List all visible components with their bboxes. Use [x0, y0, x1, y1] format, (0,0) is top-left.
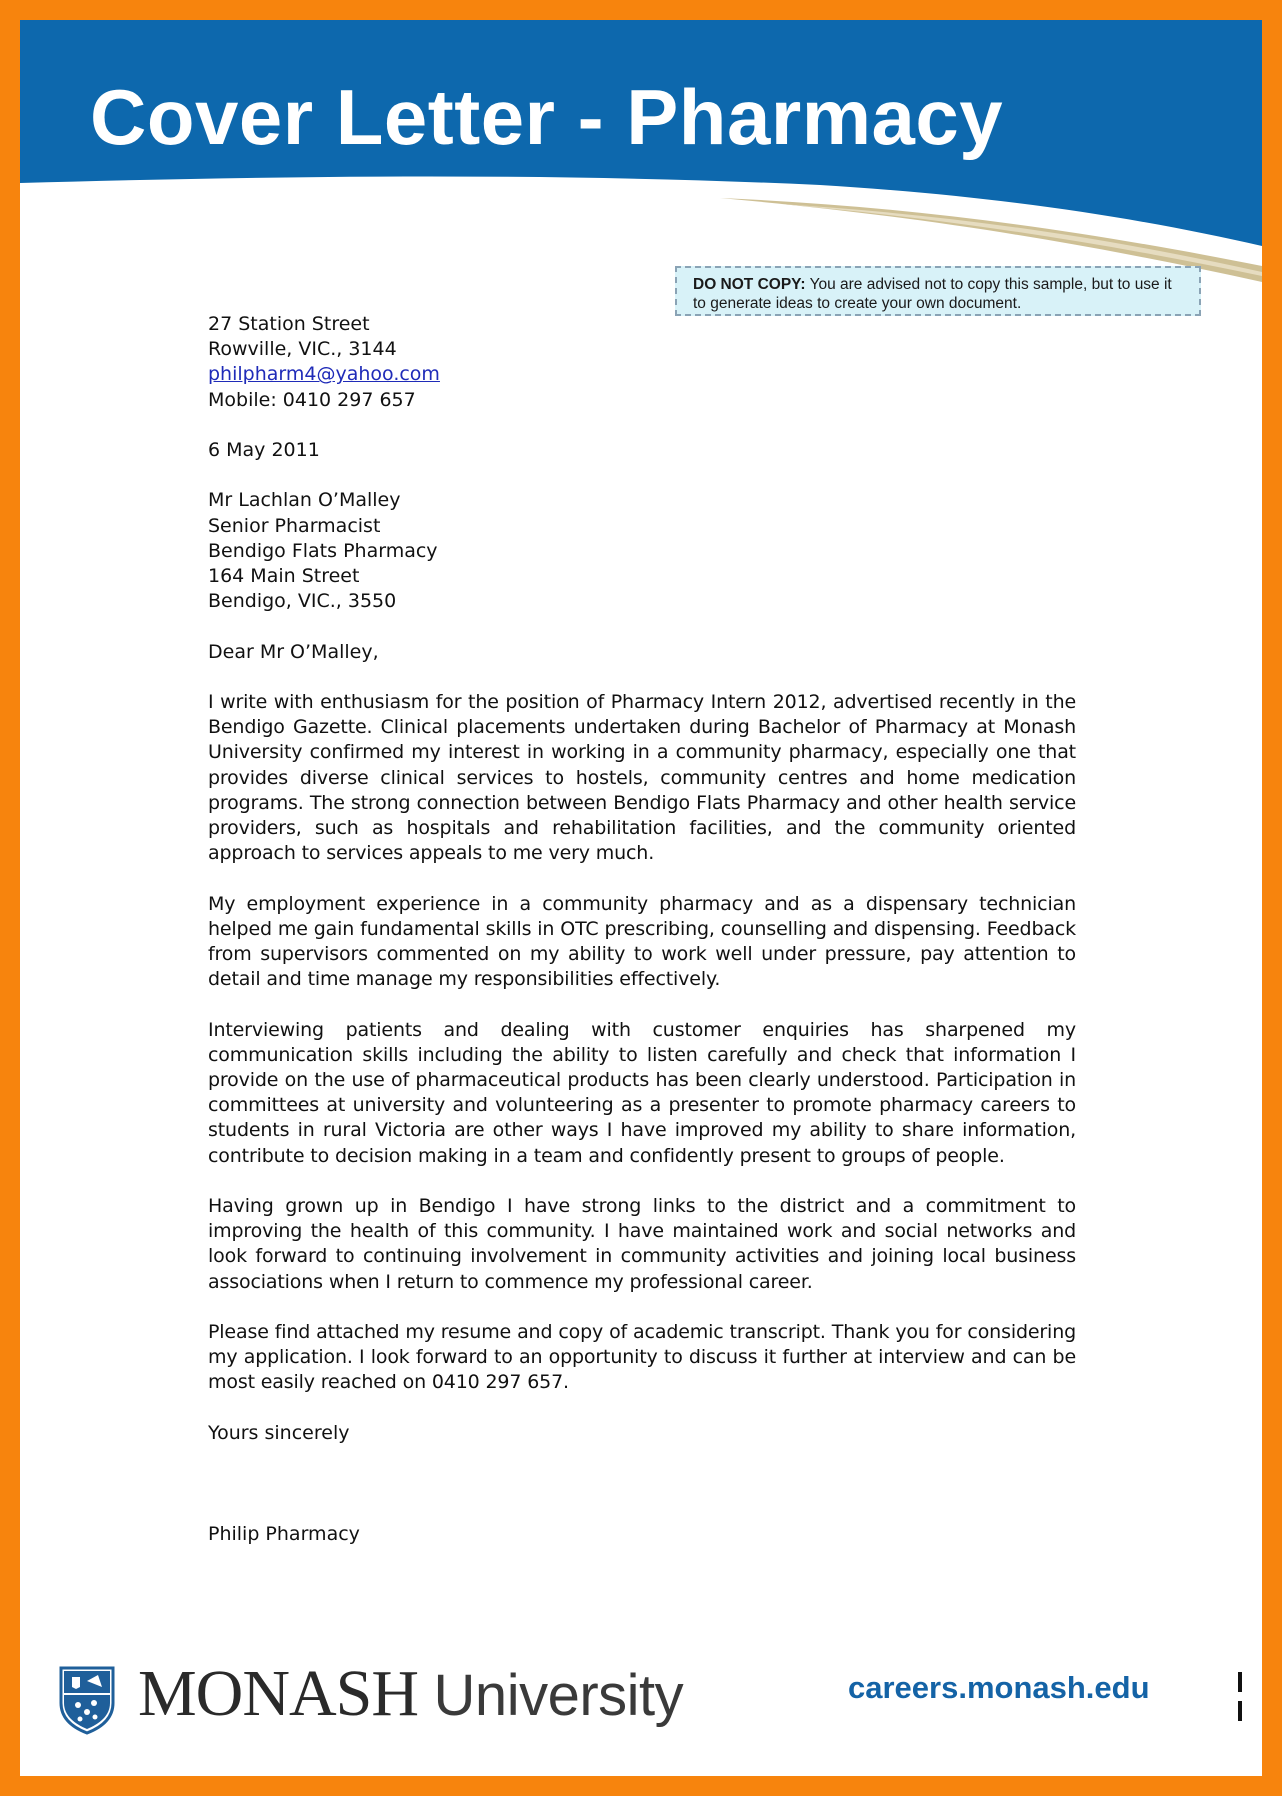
recipient-company: Bendigo Flats Pharmacy	[208, 539, 438, 562]
sender-suburb: Rowville, VIC., 3144	[208, 338, 397, 361]
page-title: Cover Letter - Pharmacy	[90, 73, 1004, 161]
careers-website-link[interactable]: careers.monash.edu	[848, 1670, 1150, 1705]
paragraph-2: My employment experience in a community pharmacy and as a dispensary technician helped me gain fundamental skills in OTC prescribing, counselling and dispensing. Feedback from supervisors commented on my ability to work well under pressure, pay attention to detail and time manage my responsibilities effectively.	[208, 892, 1076, 991]
recipient-name: Mr Lachlan O’Malley	[208, 489, 401, 512]
sender-mobile: Mobile: 0410 297 657	[208, 388, 416, 411]
edge-marks	[1238, 1672, 1244, 1730]
sender-street: 27 Station Street	[208, 313, 370, 335]
recipient-suburb: Bendigo, VIC., 3550	[208, 590, 397, 613]
closing: Yours sincerely	[208, 1421, 350, 1444]
sender-email-link[interactable]: philpharm4@yahoo.com	[208, 363, 440, 386]
notice-text: You are advised not to copy this sample, but to use it to generate ideas to create your own document.	[693, 276, 1172, 312]
letter-body	[208, 312, 1076, 1547]
monash-wordmark	[138, 1656, 683, 1732]
paragraph-5: Please find attached my resume and copy of academic transcript. Thank you for considering my application. I look forward to an opportunity to discuss it further at interview and can be most easily reached on 0410 297 657.	[208, 1321, 1076, 1394]
brand-sub: University	[433, 1663, 684, 1728]
recipient-address	[208, 488, 1076, 614]
paragraph-3: Interviewing patients and dealing with customer enquiries has sharpened my communication skills including the ability to listen carefully and check that information I provide on the use of pharmaceutical products has been clearly understood. Participation in committees at university and volunteering as a presenter to promote pharmacy careers to students in rural Victoria are other ways I have improved my ability to share information, contribute to decision making in a team and confidently present to groups of people.	[208, 1018, 1076, 1167]
recipient-street: 164 Main Street	[208, 565, 360, 587]
salutation: Dear Mr O’Malley,	[208, 640, 379, 663]
do-not-copy-notice	[675, 266, 1201, 316]
recipient-title: Senior Pharmacist	[208, 514, 381, 537]
letter-date: 6 May 2011	[208, 439, 320, 461]
monash-crest-icon	[58, 1665, 116, 1735]
paragraph-4: Having grown up in Bendigo I have strong links to the district and a commitment to improving the health of this community. I have maintained work and social networks and look forward to continuing involvement in community activities and joining local business associations when I return to commence my professional career.	[208, 1195, 1076, 1293]
signature: Philip Pharmacy	[208, 1522, 360, 1545]
brand-main: MONASH	[138, 1657, 419, 1730]
document-page	[20, 20, 1262, 1776]
notice-label: DO NOT COPY:	[693, 276, 806, 293]
sender-address	[208, 312, 1076, 413]
paragraph-1: I write with enthusiasm for the position of Pharmacy Intern 2012, advertised recently in the Bendigo Gazette. Clinical placements undertaken during Bachelor of Pharmacy at Monash University confirmed my interest in working in a community pharmacy, especially one that provides diverse clinical services to hostels, community centres and home medication programs. The strong connection between Bendigo Flats Pharmacy and other health service providers, such as hospitals and rehabilitation facilities, and the community oriented approach to services appeals to me very much.	[208, 690, 1076, 865]
